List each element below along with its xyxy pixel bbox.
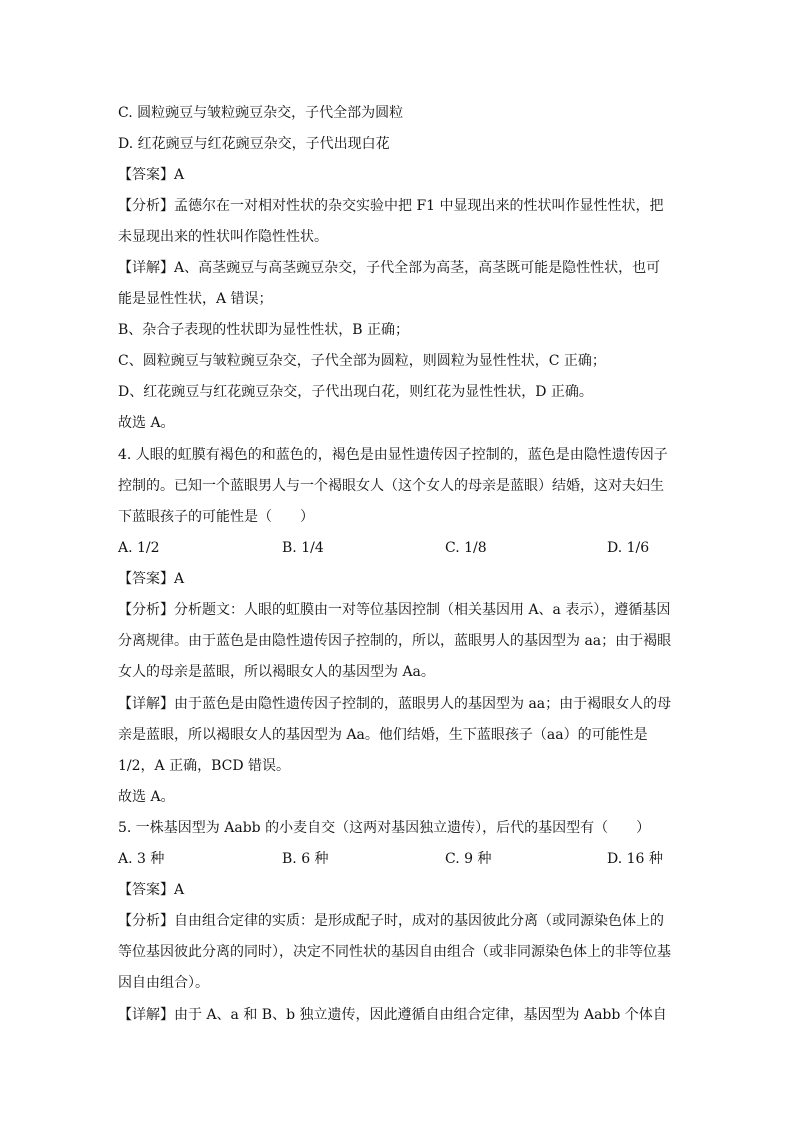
q5-option-d: D. 16 种 (607, 851, 663, 867)
q3-detail-line: C、圆粒豌豆与皱粒豌豆杂交，子代全部为圆粒，则圆粒为显性性状，C 正确； (118, 353, 606, 369)
q3-detail-line: D、红花豌豆与红花豌豆杂交，子代出现白花，则红花为显性性状，D 正确。 (118, 384, 593, 400)
q4-detail-line: 亲是蓝眼，所以褐眼女人的基因型为 Aa。他们结婚，生下蓝眼孩子（aa）的可能性是 (118, 727, 648, 743)
q5-answer: 【答案】A (118, 882, 185, 898)
q3-analysis-line: 【分析】孟德尔在一对相对性状的杂交实验中把 F1 中显现出来的性状叫作显性性状，把 (118, 198, 664, 214)
q5-options (118, 849, 678, 869)
q5-option-b: B. 6 种 (282, 851, 329, 867)
q5-analysis-line: 等位基因彼此分离的同时），决定不同性状的基因自由组合（或非同源染色体上的非等位基 (118, 944, 671, 960)
q3-conclusion: 故选 A。 (118, 415, 175, 431)
q4-stem-line: 4. 人眼的虹膜有褐色的和蓝色的，褐色是由显性遗传因子控制的，蓝色是由隐性遗传因子 (118, 447, 668, 463)
q4-analysis-line: 女人的母亲是蓝眼，所以褐眼女人的基因型为 Aa。 (118, 664, 435, 680)
q4-stem-line: 下蓝眼孩子的可能性是（ ） (118, 509, 314, 525)
q4-stem-line: 控制的。已知一个蓝眼男人与一个褐眼女人（这个女人的母亲是蓝眼）结婚，这对夫妇生 (118, 478, 664, 494)
q4-analysis-line: 分离规律。由于蓝色是由隐性遗传因子控制的，所以，蓝眼男人的基因型为 aa；由于褐眼 (118, 633, 672, 649)
q3-answer: 【答案】A (118, 167, 185, 183)
q5-analysis-line: 【分析】自由组合定律的实质：是形成配子时，成对的基因彼此分离（或同源染色体上的 (118, 913, 664, 929)
q4-option-a: A. 1/2 (118, 540, 160, 556)
q4-analysis-line: 【分析】分析题文：人眼的虹膜由一对等位基因控制（相关基因用 A、a 表示），遵循基因 (118, 602, 671, 618)
q3-option-d: D. 红花豌豆与红花豌豆杂交，子代出现白花 (118, 136, 390, 152)
q5-option-c: C. 9 种 (445, 851, 492, 867)
q3-detail-line: 【详解】A、高茎豌豆与高茎豌豆杂交，子代全部为高茎，高茎既可能是隐性性状，也可 (118, 260, 661, 276)
q4-conclusion: 故选 A。 (118, 789, 175, 805)
q4-answer: 【答案】A (118, 571, 185, 587)
q3-detail-line: 能是显性性状，A 错误； (118, 291, 273, 307)
q4-detail-line: 【详解】由于蓝色是由隐性遗传因子控制的，蓝眼男人的基因型为 aa；由于褐眼女人的母 (118, 696, 672, 712)
q4-option-b: B. 1/4 (282, 540, 324, 556)
q4-option-d: D. 1/6 (607, 540, 650, 556)
q3-detail-line: B、杂合子表现的性状即为显性性状，B 正确； (118, 322, 410, 338)
q5-detail-line: 【详解】由于 A、a 和 B、b 独立遗传，因此遵循自由组合定律，基因型为 Aabb 个体自 (118, 1007, 667, 1023)
q4-detail-line: 1/2，A 正确，BCD 错误。 (118, 758, 291, 774)
q4-options (118, 538, 678, 558)
q3-analysis-line: 未显现出来的性状叫作隐性性状。 (118, 229, 328, 245)
q5-option-a: A. 3 种 (118, 851, 165, 867)
q3-option-c: C. 圆粒豌豆与皱粒豌豆杂交，子代全部为圆粒 (118, 105, 404, 121)
q4-option-c: C. 1/8 (445, 540, 487, 556)
q5-stem-line: 5. 一株基因型为 Aabb 的小麦自交（这两对基因独立遗传），后代的基因型有（ ） (118, 820, 651, 836)
q5-analysis-line: 因自由组合）。 (118, 975, 209, 991)
